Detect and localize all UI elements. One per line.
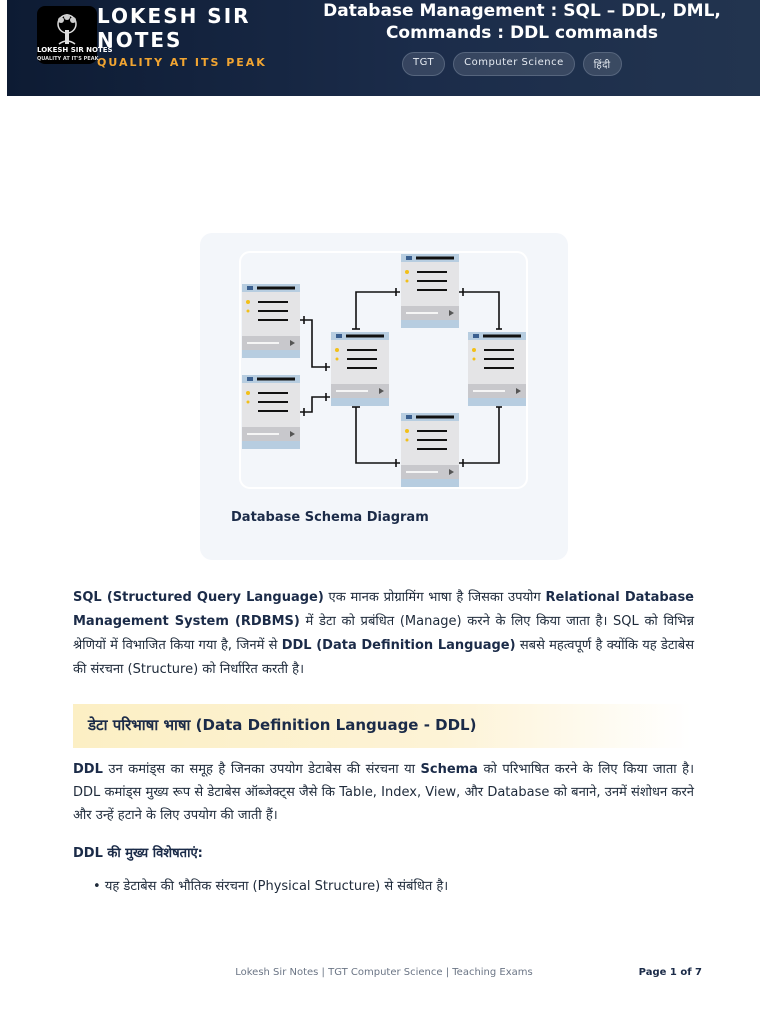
intro-text-3: सबसे महत्वपूर्ण है क्योंकि यह डेटाबेस की संरचना (Structure) को निर्धारित करती है।	[73, 638, 694, 677]
figure-caption: Database Schema Diagram	[231, 510, 429, 525]
badge-language: हिंदी	[583, 52, 622, 76]
term-ddl: DDL (Data Definition Language)	[281, 638, 516, 653]
term-rdbms: Relational Database Management System (RDBMS)	[73, 590, 694, 629]
schema-table-right	[468, 332, 526, 406]
footer-text: Lokesh Sir Notes | TGT Computer Science | Teaching Exams	[235, 967, 533, 978]
schema-figure	[200, 233, 568, 560]
document-title: Database Management : SQL – DDL, DML, Commands : DDL commands	[323, 1, 721, 43]
intro-paragraph	[73, 586, 694, 682]
badge-subject: Computer Science	[453, 52, 575, 76]
term-sql: SQL (Structured Query Language)	[73, 590, 324, 605]
term-ddl-short: DDL	[73, 762, 103, 777]
ddl-text-1: उन कमांड्स का समूह है जिनका उपयोग डेटाबेस की संरचना या	[102, 762, 421, 777]
brand-logo	[37, 6, 113, 64]
page-header	[7, 0, 760, 96]
term-schema: Schema	[420, 762, 478, 777]
schema-table-bottom	[401, 413, 459, 487]
schema-table-left-bottom	[242, 375, 300, 449]
brand-tagline: QUALITY AT ITS PEAK	[97, 56, 267, 69]
logo-subtext: QUALITY AT IT'S PEAK	[37, 56, 99, 62]
intro-text-1: एक मानक प्रोग्रामिंग भाषा है जिसका उपयोग	[323, 590, 546, 605]
list-item-text: यह डेटाबेस की भौतिक संरचना (Physical Structure) से संबंधित है।	[104, 879, 449, 894]
ddl-paragraph	[73, 758, 694, 827]
features-heading: DDL की मुख्य विशेषताएं:	[73, 846, 203, 861]
page-number: Page 1 of 7	[638, 967, 702, 978]
ddl-text-2: को परिभाषित करने के लिए किया जाता है। DDL कमांड्स मुख्य रूप से डेटाबेस ऑब्जेक्ट्स जैसे कि Table, Index, View, और Database को बनाने, उनमें संशोधन करने और उन्हें हटाने के लिए उपयोग की जाती हैं।	[73, 762, 694, 823]
schema-table-center-left	[331, 332, 389, 406]
badge-level: TGT	[402, 52, 445, 76]
intro-text-2: में डेटा को प्रबंधित (Manage) करने के लिए किया जाता है। SQL को विभिन्न श्रेणियों में विभाजित किया गया है, जिनमें से	[73, 614, 694, 653]
section-heading	[73, 704, 691, 748]
tag-badges	[402, 52, 622, 76]
list-item: • यह डेटाबेस की भौतिक संरचना (Physical Structure) से संबंधित है।	[93, 879, 449, 894]
schema-table-left-top	[242, 284, 300, 358]
section-heading-text: डेटा परिभाषा भाषा (Data Definition Language - DDL)	[88, 716, 477, 734]
schema-table-top	[401, 254, 459, 328]
brand-name: LOKESH SIR NOTES	[97, 4, 251, 52]
logo-text: LOKESH SIR NOTES	[37, 46, 113, 54]
